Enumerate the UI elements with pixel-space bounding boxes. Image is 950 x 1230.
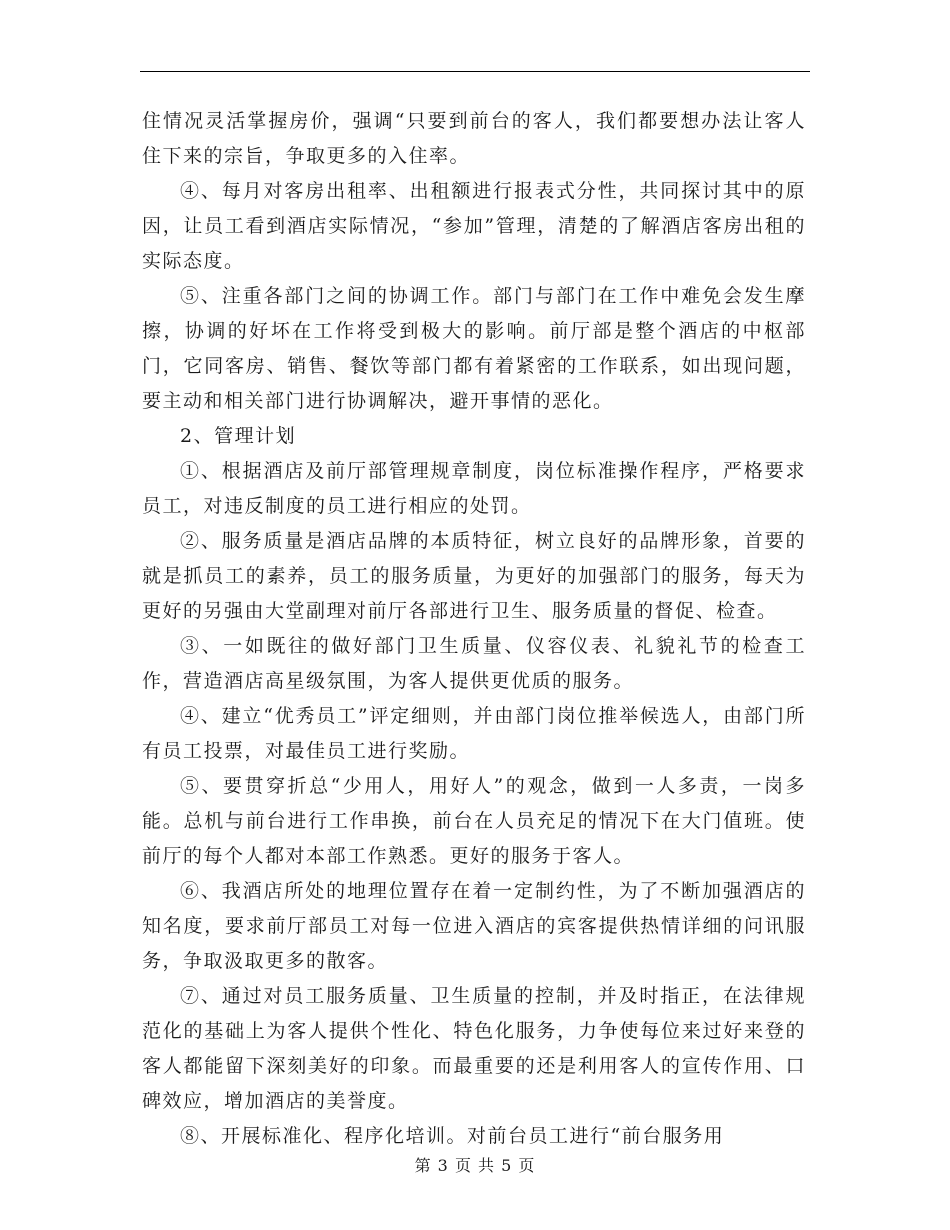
paragraph-hotel-visibility: ⑥、我酒店所处的地理位置存在着一定制约性，为了不断加强酒店的知名度，要求前厅部员工对每一位进入酒店的宾客提供热情详细的问讯服务，争取汲取更多的散客。 bbox=[142, 880, 806, 972]
section-heading-management-plan: 2、管理计划 bbox=[180, 425, 297, 447]
paragraph-occupancy-report: ④、每月对客房出租率、出租额进行报表式分性，共同探讨其中的原因，让员工看到酒店实际情况，“参加”管理，清楚的了解酒店客房出租的实际态度。 bbox=[142, 180, 806, 272]
paragraph-personalized-service: ⑦、通过对员工服务质量、卫生质量的控制，并及时指正，在法律规范化的基础上为客人提供个性化、特色化服务，力争使每位来过好来登的客人都能留下深刻美好的印象。而最重要的还是利用客人的宣传作用、口碑效应，增加酒店的美誉度。 bbox=[142, 985, 806, 1112]
paragraph-department-coordination: ⑤、注重各部门之间的协调工作。部门与部门在工作中难免会发生摩擦，协调的好坏在工作将受到极大的影响。前厅部是整个酒店的中枢部门，它同客房、销售、餐饮等部门都有着紧密的工作联系，如出现问题，要主动和相关部门进行协调解决，避开事情的恶化。 bbox=[142, 285, 806, 412]
paragraph-outstanding-employee: ④、建立“优秀员工”评定细则，并由部门岗位推举候选人，由部门所有员工投票，对最佳员工进行奖励。 bbox=[142, 705, 806, 762]
paragraph-room-pricing: 住情况灵活掌握房价，强调“只要到前台的客人，我们都要想办法让客人住下来的宗旨，争取更多的入住率。 bbox=[142, 110, 806, 167]
paragraph-service-quality: ②、服务质量是酒店品牌的本质特征，树立良好的品牌形象，首要的就是抓员工的素养，员工的服务质量，为更好的加强部门的服务，每天为更好的另强由大堂副理对前厅各部进行卫生、服务质量的督促、检查。 bbox=[142, 530, 806, 622]
header-rule bbox=[140, 71, 810, 72]
paragraph-standardized-training: ⑧、开展标准化、程序化培训。对前台员工进行“前台服务用 bbox=[180, 1125, 725, 1147]
paragraph-multi-skilling: ⑤、要贯穿折总“少用人，用好人”的观念，做到一人多责，一岗多能。总机与前台进行工作串换，前台在人员充足的情况下在大门值班。使前厅的每个人都对本部工作熟悉。更好的服务于客人。 bbox=[142, 775, 806, 867]
paragraph-rules-enforcement: ①、根据酒店及前厅部管理规章制度，岗位标准操作程序，严格要求员工，对违反制度的员工进行相应的处罚。 bbox=[142, 460, 806, 517]
paragraph-hygiene-inspection: ③、一如既往的做好部门卫生质量、仪容仪表、礼貌礼节的检查工作，营造酒店高星级氛围，为客人提供更优质的服务。 bbox=[142, 635, 806, 692]
page-number-footer: 第 3 页 共 5 页 bbox=[414, 1156, 536, 1175]
body-text bbox=[142, 104, 806, 1154]
